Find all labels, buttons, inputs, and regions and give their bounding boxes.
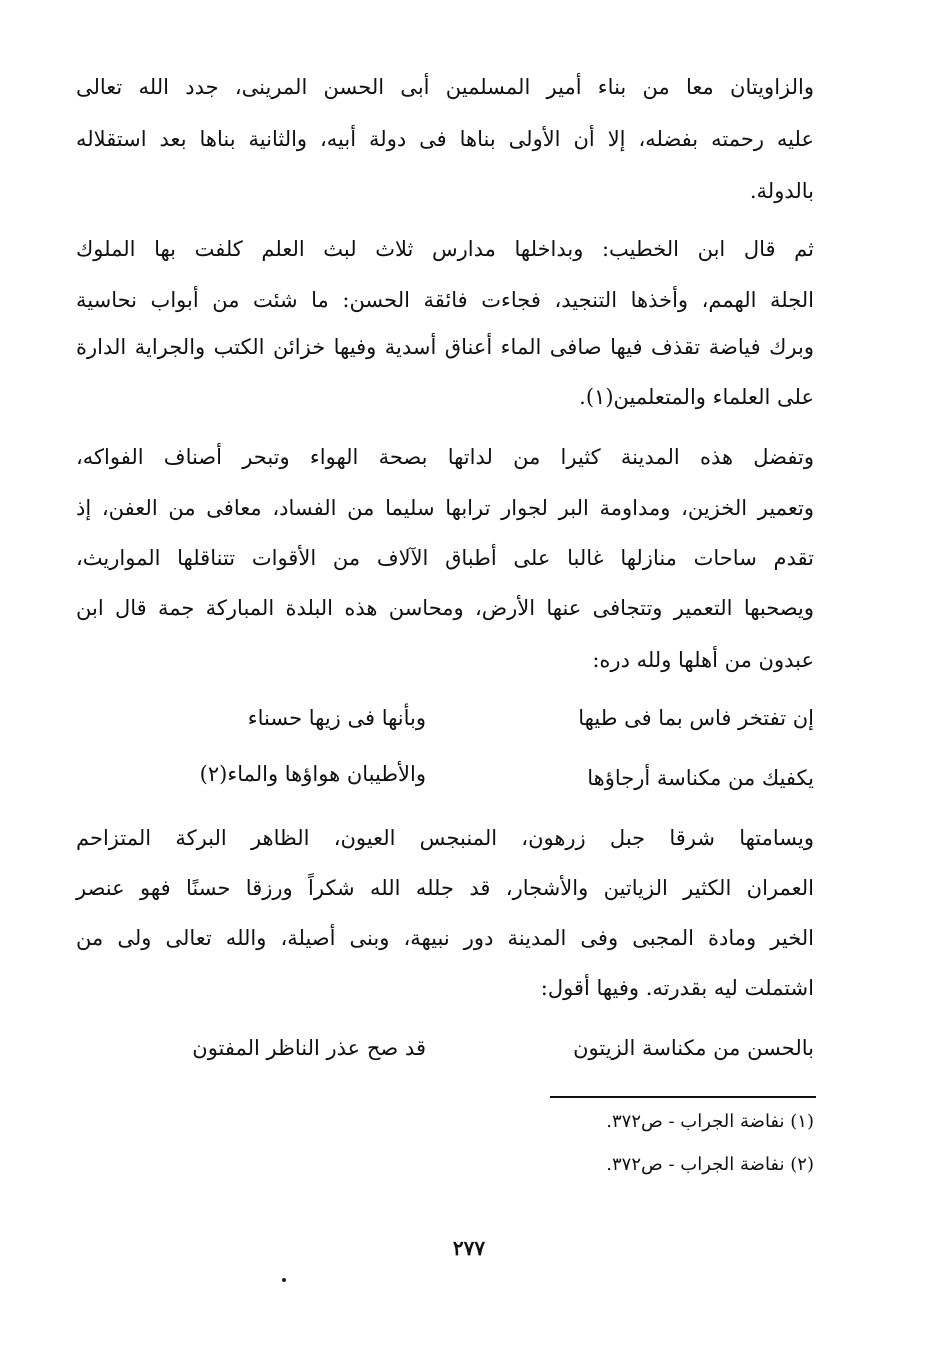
verse-1-first-hemistich: إن تفتخر فاس بما فى طيها <box>578 706 814 730</box>
paragraph-4-line-1: ويسامتها شرقا جبل زرهون، المنبجس العيون، الظاهر البركة المتزاحم <box>76 826 814 850</box>
paragraph-2-line-2: الجلة الهمم، وأخذها التنجيد، فجاءت فائقة الحسن: ما شئت من أبواب نحاسية <box>76 288 814 312</box>
verse-2-first-hemistich: يكفيك من مكناسة أرجاؤها <box>587 766 814 790</box>
paragraph-2-line-3: وبرك فياضة تقذف فيها صافى الماء أعناق أسدية وفيها خزائن الكتب والجراية الدارة <box>76 335 814 359</box>
paragraph-3-line-3: تقدم ساحات منازلها غالبا على أطباق الآلاف من الأقوات تتناقلها المواريث، <box>76 546 814 570</box>
paragraph-2-line-4: على العلماء والمتعلمين(١). <box>579 385 814 409</box>
paragraph-4-line-2: العمران الكثير الزياتين والأشجار، قد جلله الله شكراً ورزقا حسنًا فهو عنصر <box>76 876 814 900</box>
paragraph-4-line-4: اشتملت ليه بقدرته. وفيها أقول: <box>540 976 814 1000</box>
paragraph-1-line-2: عليه رحمته بفضله، إلا أن الأولى بناها فى دولة أبيه، والثانية بناها بعد استقلاله <box>76 127 814 151</box>
paragraph-1-line-3: بالدولة. <box>749 179 814 203</box>
paragraph-1-line-1: والزاويتان معا من بناء أمير المسلمين أبى الحسن المرينى، جدد الله تعالى <box>76 75 814 99</box>
paragraph-3-line-4: ويصحبها التعمير وتتجافى عنها الأرض، ومحاسن هذه البلدة المباركة جمة قال ابن <box>76 596 814 620</box>
page-number: ٢٧٧ <box>452 1236 486 1260</box>
paragraph-3-line-1: وتفضل هذه المدينة كثيرا من لداتها بصحة الهواء وتبحر أصناف الفواكه، <box>76 445 814 469</box>
footnote-2: (٢) نفاضة الجراب - ص٣٧٢. <box>606 1154 814 1175</box>
paragraph-2-line-1: ثم قال ابن الخطيب: وبداخلها مدارس ثلاث لبث العلم كلفت بها الملوك <box>76 237 814 261</box>
verse-1-second-hemistich: وبأنها فى زيها حسناء <box>247 706 426 730</box>
paragraph-4-line-3: الخير ومادة المجبى وفى المدينة دور نبيهة، وبنى أصيلة، والله تعالى ولى من <box>76 926 814 950</box>
footnote-1: (١) نفاضة الجراب - ص٣٧٢. <box>606 1111 814 1132</box>
paragraph-3-line-5: عبدون من أهلها ولله دره: <box>592 648 814 672</box>
verse-2-second-hemistich: والأطيبان هواؤها والماء(٢) <box>199 762 426 786</box>
paragraph-3-line-2: وتعمير الخزين، ومداومة البر لجوار ترابها سليما من الفساد، معافى من العفن، إذ <box>76 496 814 520</box>
verse-3-first-hemistich: بالحسن من مكناسة الزيتون <box>573 1036 814 1060</box>
scan-speck <box>282 1278 286 1282</box>
footnote-divider <box>550 1096 816 1098</box>
verse-3-second-hemistich: قد صح عذر الناظر المفتون <box>192 1036 426 1060</box>
